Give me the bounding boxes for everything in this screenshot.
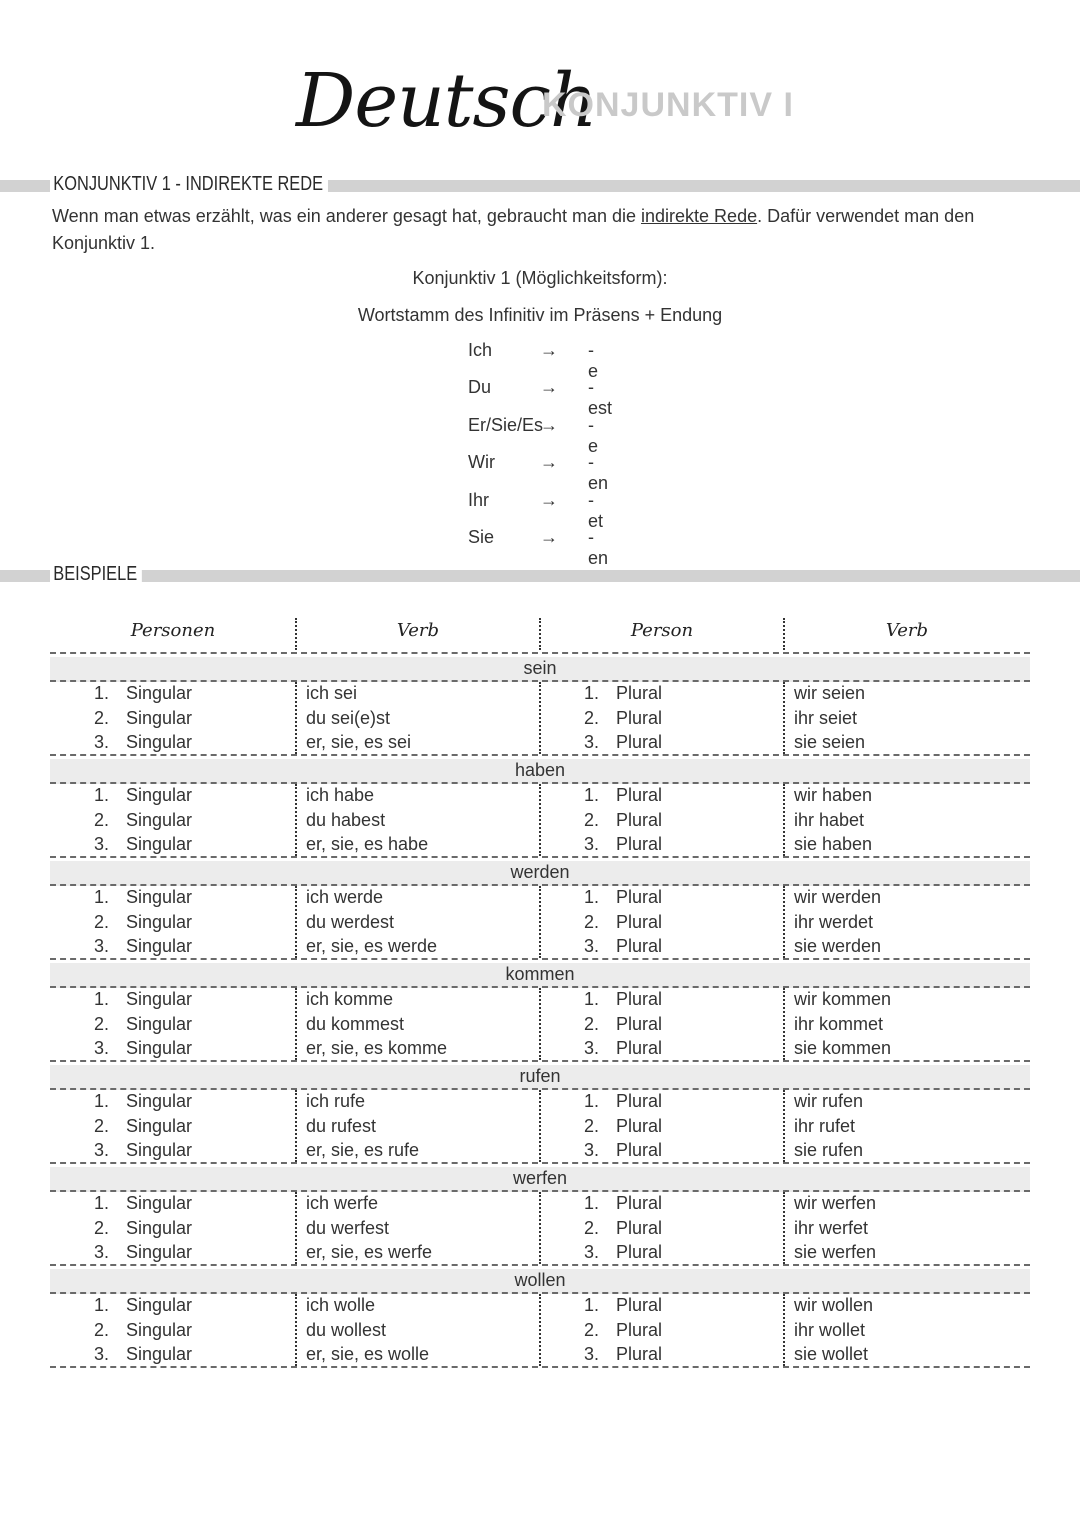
verb-form-plural: ihr wollet (794, 1319, 866, 1340)
person-singular: Singular (126, 1115, 193, 1136)
verb-form-plural: ihr habet (794, 809, 865, 830)
person-singular: Singular (126, 1344, 193, 1364)
person-number: 2. (584, 911, 600, 932)
person-singular: Singular (126, 707, 193, 728)
table-header (50, 612, 1030, 654)
ending-person: Er/Sie/Es (468, 414, 544, 435)
column-divider (539, 1090, 541, 1162)
column-divider (295, 1090, 297, 1162)
person-plural: Plural (616, 911, 663, 932)
header-verb-plural: Verb (885, 620, 929, 641)
verb-infinitive: wollen (50, 1269, 1030, 1294)
person-number: 1. (584, 683, 600, 703)
person-number: 3. (584, 936, 600, 956)
section-divider-beispiele (0, 570, 1080, 582)
arrow-icon: → (540, 489, 558, 510)
verb-group (50, 1065, 1030, 1164)
verb-form-singular: er, sie, es sei (306, 732, 412, 752)
verb-form-plural: sie werfen (794, 1242, 877, 1262)
header-personen: Personen (130, 620, 216, 641)
person-number: 3. (584, 732, 600, 752)
column-divider (539, 1294, 541, 1366)
page-title (296, 58, 816, 168)
person-plural: Plural (616, 834, 663, 854)
verb-form-plural: sie rufen (794, 1140, 864, 1160)
header-divider (539, 618, 541, 650)
verb-form-plural: wir haben (794, 785, 873, 805)
verb-form-plural: ihr werfet (794, 1217, 869, 1238)
verb-form-plural: ihr kommet (794, 1013, 884, 1034)
verb-group (50, 861, 1030, 960)
verb-form-singular: er, sie, es rufe (306, 1140, 420, 1160)
formula-rule: Wortstamm des Infinitiv im Präsens + Endung (357, 305, 723, 325)
person-plural: Plural (616, 1242, 663, 1262)
person-plural: Plural (616, 1193, 663, 1213)
person-singular: Singular (126, 887, 193, 907)
person-singular: Singular (126, 989, 193, 1009)
column-divider (295, 886, 297, 958)
person-number: 3. (584, 1242, 600, 1262)
verb-rows (50, 1192, 1030, 1266)
ending-person: Ich (468, 340, 493, 360)
verb-form-singular: ich wolle (306, 1295, 376, 1315)
person-number: 3. (584, 834, 600, 854)
person-plural: Plural (616, 785, 663, 805)
person-plural: Plural (616, 809, 663, 830)
ending-person: Ihr (468, 489, 490, 510)
person-plural: Plural (616, 989, 663, 1009)
ending-suffix: -et (588, 489, 604, 531)
verb-form-plural: ihr werdet (794, 911, 874, 932)
column-divider (539, 682, 541, 754)
verb-form-singular: ich habe (306, 785, 375, 805)
verb-form-plural: wir werden (794, 887, 882, 907)
ending-person: Wir (468, 452, 495, 473)
person-singular: Singular (126, 1038, 193, 1058)
column-divider (295, 1192, 297, 1264)
person-number: 2. (94, 911, 110, 932)
verb-form-singular: du habest (306, 809, 386, 830)
header-divider (295, 618, 297, 650)
verb-form-plural: sie wollet (794, 1344, 869, 1364)
ending-suffix: -e (588, 414, 599, 456)
verb-form-plural: ihr rufet (794, 1115, 856, 1136)
person-number: 1. (584, 1193, 600, 1213)
verb-form-plural: sie haben (794, 834, 873, 854)
verb-form-plural: sie werden (794, 936, 882, 956)
arrow-icon: → (540, 340, 558, 360)
verb-form-singular: er, sie, es habe (306, 834, 429, 854)
person-singular: Singular (126, 1242, 193, 1262)
verb-form-singular: er, sie, es wolle (306, 1344, 430, 1364)
person-number: 2. (584, 1319, 600, 1340)
title-sub: KONJUNKTIV I (542, 86, 794, 124)
verb-form-singular: du werfest (306, 1217, 390, 1238)
person-singular: Singular (126, 1295, 193, 1315)
verb-rows (50, 988, 1030, 1062)
person-number: 2. (94, 1013, 110, 1034)
column-divider (539, 1192, 541, 1264)
formula-title: Konjunktiv 1 (Möglichkeitsform): (412, 268, 668, 288)
verb-form-plural: ihr seiet (794, 707, 858, 728)
person-plural: Plural (616, 1295, 663, 1315)
section-label-beispiele: BEISPIELE (50, 563, 142, 586)
verb-form-plural: wir seien (794, 683, 866, 703)
verb-form-singular: er, sie, es komme (306, 1038, 448, 1058)
verb-infinitive: kommen (50, 963, 1030, 988)
person-number: 1. (584, 1295, 600, 1315)
arrow-icon: → (540, 452, 558, 473)
person-singular: Singular (126, 834, 193, 854)
ending-suffix: -en (588, 526, 609, 568)
person-plural: Plural (616, 732, 663, 752)
verb-infinitive: werden (50, 861, 1030, 886)
verb-infinitive: werfen (50, 1167, 1030, 1192)
person-number: 3. (94, 834, 110, 854)
column-divider (783, 886, 785, 958)
person-number: 1. (94, 1193, 110, 1213)
person-singular: Singular (126, 1193, 193, 1213)
column-divider (295, 988, 297, 1060)
person-number: 2. (94, 1319, 110, 1340)
person-number: 2. (584, 1013, 600, 1034)
person-number: 2. (94, 1115, 110, 1136)
header-verb-singular: Verb (396, 620, 440, 641)
person-plural: Plural (616, 887, 663, 907)
verb-form-singular: du wollest (306, 1319, 387, 1340)
person-plural: Plural (616, 707, 663, 728)
verb-form-plural: sie seien (794, 732, 866, 752)
ending-suffix: -est (588, 377, 613, 419)
verb-form-singular: ich werde (306, 887, 384, 907)
verb-rows (50, 1294, 1030, 1368)
column-divider (295, 682, 297, 754)
person-number: 3. (94, 1038, 110, 1058)
verb-rows (50, 784, 1030, 858)
arrow-icon: → (540, 414, 558, 435)
person-plural: Plural (616, 1140, 663, 1160)
person-number: 3. (584, 1038, 600, 1058)
column-divider (295, 1294, 297, 1366)
section-label-konjunktiv: KONJUNKTIV 1 - INDIREKTE REDE (50, 173, 328, 196)
intro-text-1: Wenn man etwas erzählt, was ein anderer gesagt hat, gebraucht man die (52, 206, 642, 226)
verb-form-singular: du rufest (306, 1115, 377, 1136)
person-number: 2. (94, 1217, 110, 1238)
person-number: 3. (94, 1242, 110, 1262)
column-divider (783, 988, 785, 1060)
person-number: 1. (584, 1091, 600, 1111)
verb-form-singular: du werdest (306, 911, 395, 932)
verb-group (50, 657, 1030, 756)
person-number: 3. (94, 1344, 110, 1364)
arrow-icon: → (540, 526, 558, 547)
verb-form-plural: wir rufen (794, 1091, 864, 1111)
verb-infinitive: rufen (50, 1065, 1030, 1090)
verb-form-singular: ich rufe (306, 1091, 366, 1111)
person-singular: Singular (126, 1091, 193, 1111)
verb-form-singular: ich werfe (306, 1193, 379, 1213)
column-divider (539, 886, 541, 958)
person-plural: Plural (616, 1115, 663, 1136)
person-plural: Plural (616, 1319, 663, 1340)
verb-form-singular: ich komme (306, 989, 394, 1009)
person-number: 2. (94, 809, 110, 830)
intro-text-2: . Dafür verwendet man den Konjunktiv 1. (52, 206, 975, 253)
person-number: 1. (94, 785, 110, 805)
person-number: 1. (584, 887, 600, 907)
verb-form-singular: er, sie, es werfe (306, 1242, 433, 1262)
person-plural: Plural (616, 1013, 663, 1034)
person-singular: Singular (126, 911, 193, 932)
header-person: Person (630, 620, 694, 641)
person-number: 2. (584, 1217, 600, 1238)
person-singular: Singular (126, 809, 193, 830)
column-divider (539, 988, 541, 1060)
verb-rows (50, 682, 1030, 756)
person-singular: Singular (126, 1319, 193, 1340)
title-main: Deutsch (296, 58, 597, 144)
column-divider (783, 1090, 785, 1162)
intro-underline: indirekte Rede (641, 206, 758, 226)
verb-form-singular: er, sie, es werde (306, 936, 438, 956)
person-plural: Plural (616, 1344, 663, 1364)
verb-form-singular: du kommest (306, 1013, 405, 1034)
verb-groups (50, 657, 1030, 1368)
verb-group (50, 1167, 1030, 1266)
verb-group (50, 1269, 1030, 1368)
arrow-icon: → (540, 377, 558, 398)
person-number: 2. (584, 809, 600, 830)
intro-paragraph (52, 203, 1012, 257)
person-plural: Plural (616, 1091, 663, 1111)
person-singular: Singular (126, 1140, 193, 1160)
verb-form-singular: ich sei (306, 683, 358, 703)
person-singular: Singular (126, 1217, 193, 1238)
verb-form-plural: wir wollen (794, 1295, 874, 1315)
person-number: 3. (94, 732, 110, 752)
ending-suffix: -e (588, 340, 599, 381)
header-divider (783, 618, 785, 650)
ending-person: Sie (468, 526, 495, 547)
verb-form-singular: du sei(e)st (306, 707, 391, 728)
person-singular: Singular (126, 732, 193, 752)
column-divider (783, 784, 785, 856)
ending-suffix: -en (588, 452, 609, 494)
person-plural: Plural (616, 1038, 663, 1058)
person-plural: Plural (616, 1217, 663, 1238)
person-number: 1. (584, 989, 600, 1009)
person-number: 2. (584, 1115, 600, 1136)
person-number: 1. (94, 887, 110, 907)
verb-infinitive: sein (50, 657, 1030, 682)
person-number: 1. (584, 785, 600, 805)
verb-form-plural: sie kommen (794, 1038, 892, 1058)
person-number: 2. (584, 707, 600, 728)
verb-group (50, 759, 1030, 858)
person-number: 3. (94, 1140, 110, 1160)
verb-group (50, 963, 1030, 1062)
person-singular: Singular (126, 936, 193, 956)
person-plural: Plural (616, 683, 663, 703)
verb-rows (50, 886, 1030, 960)
column-divider (539, 784, 541, 856)
person-number: 3. (94, 936, 110, 956)
ending-person: Du (468, 377, 492, 398)
person-singular: Singular (126, 785, 193, 805)
person-number: 3. (584, 1344, 600, 1364)
person-singular: Singular (126, 1013, 193, 1034)
person-singular: Singular (126, 683, 193, 703)
verb-form-plural: wir werfen (794, 1193, 877, 1213)
person-number: 1. (94, 989, 110, 1009)
verb-infinitive: haben (50, 759, 1030, 784)
column-divider (783, 682, 785, 754)
person-number: 1. (94, 1295, 110, 1315)
person-plural: Plural (616, 936, 663, 956)
person-number: 1. (94, 1091, 110, 1111)
person-number: 1. (94, 683, 110, 703)
column-divider (295, 784, 297, 856)
verb-rows (50, 1090, 1030, 1164)
conjugation-table (50, 612, 1030, 1368)
column-divider (783, 1294, 785, 1366)
person-number: 3. (584, 1140, 600, 1160)
verb-form-plural: wir kommen (794, 989, 892, 1009)
person-number: 2. (94, 707, 110, 728)
column-divider (783, 1192, 785, 1264)
